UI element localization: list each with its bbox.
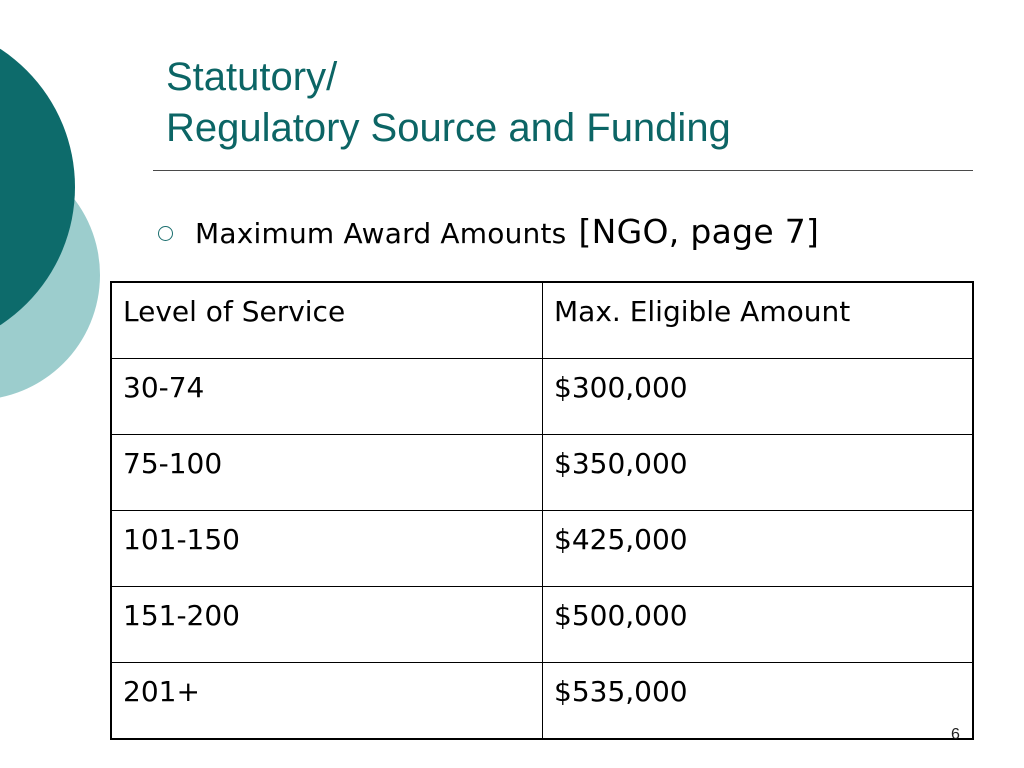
slide-title <box>166 52 731 154</box>
table-row <box>111 435 973 511</box>
bullet-reference: [NGO, page 7] <box>578 212 820 251</box>
table-row <box>111 359 973 435</box>
amount-cell: $425,000 <box>543 511 974 587</box>
level-cell: 101-150 <box>111 511 543 587</box>
level-cell: 30-74 <box>111 359 543 435</box>
amount-cell: $350,000 <box>543 435 974 511</box>
amount-cell: $500,000 <box>543 587 974 663</box>
table-row <box>111 663 973 740</box>
header-max-eligible-amount: Max. Eligible Amount <box>543 282 974 359</box>
slide-number: 6 <box>951 726 960 743</box>
slide-title-line-2: Regulatory Source and Funding <box>166 106 731 150</box>
level-cell: 151-200 <box>111 587 543 663</box>
decorative-circles <box>0 0 110 420</box>
header-level-of-service: Level of Service <box>111 282 543 359</box>
bullet-text: Maximum Award Amounts <box>195 217 567 250</box>
hollow-circle-bullet-icon <box>158 226 173 241</box>
slide-title-line-1: Statutory/ <box>166 55 338 99</box>
award-amounts-table <box>110 281 974 740</box>
table-row <box>111 587 973 663</box>
title-divider <box>153 170 973 171</box>
level-cell: 201+ <box>111 663 543 740</box>
table-header-row <box>111 282 973 359</box>
amount-cell: $300,000 <box>543 359 974 435</box>
bullet-item <box>158 212 819 251</box>
amount-cell: $535,000 <box>543 663 974 740</box>
table-row <box>111 511 973 587</box>
level-cell: 75-100 <box>111 435 543 511</box>
